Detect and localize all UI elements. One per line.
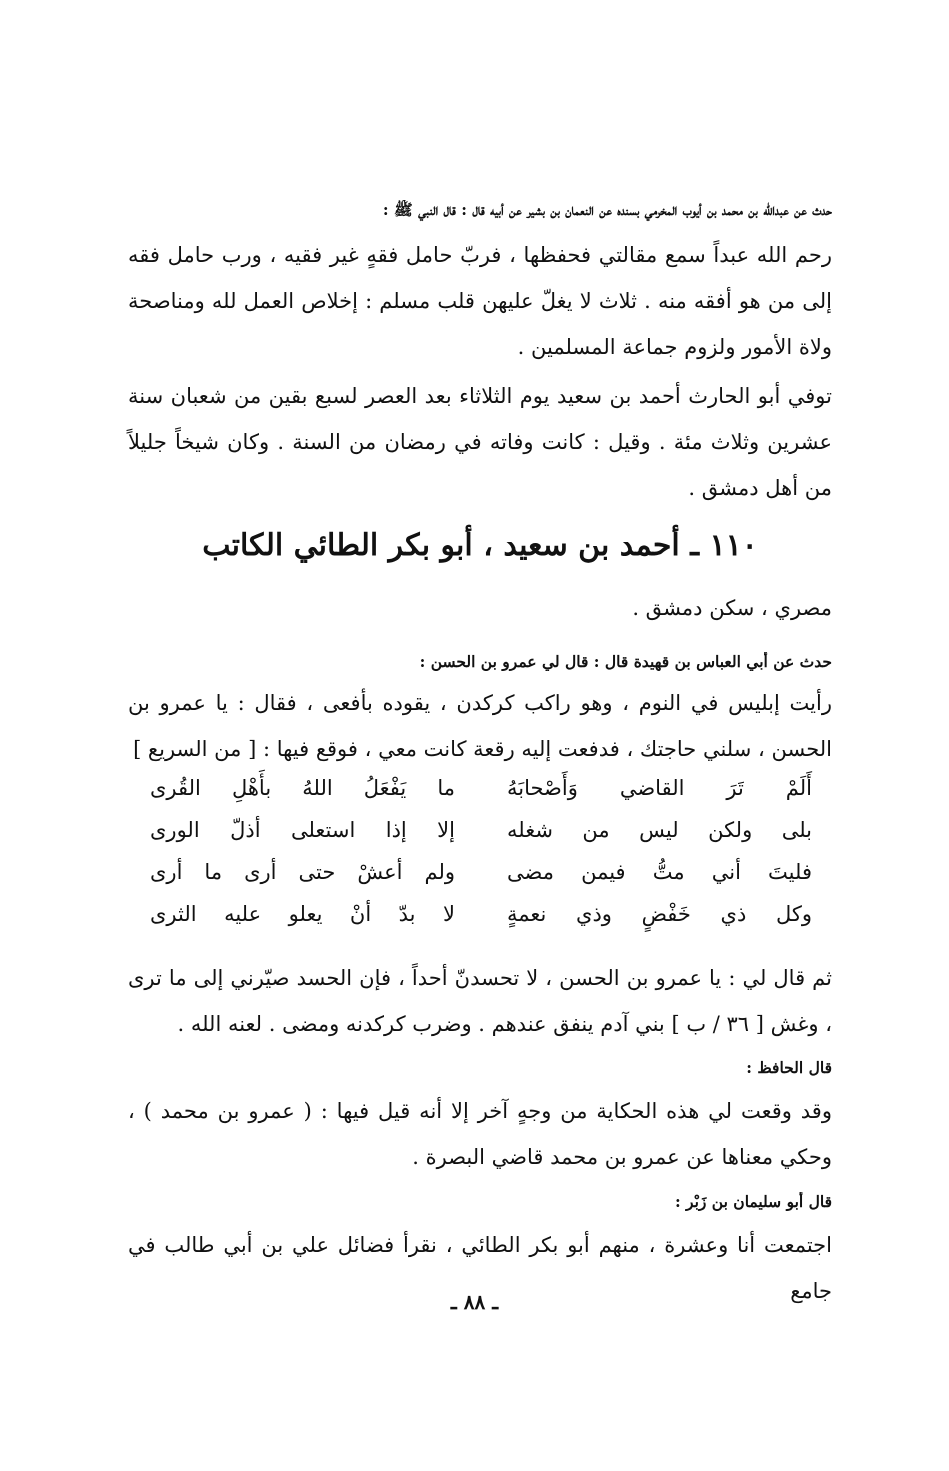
hadith-paragraph: رحم الله عبداً سمع مقالتي فحفظها ، فربّ حامل فقهٍ غير فقيه ، ورب حامل فقه إلى من هو أفقه منه . ثلاث لا يغلّ عليهن قلب مسلم : إخلاص العمل لله ومناصحة ولاة الأمور ولزوم جماعة المسلمين . xyxy=(128,243,832,359)
verse-4-second-hemistich: لا بدّ أنْ يعلو عليه الثرى xyxy=(150,902,455,926)
verse-3 xyxy=(150,860,812,900)
origin-line: مصري ، سكن دمشق . xyxy=(632,596,832,620)
hafiz-paragraph: وقد وقعت لي هذه الحكاية من وجهٍ آخر إلا أنه قيل فيها : ( عمرو بن محمد ) ، وحكي معناها عن عمرو بن محمد قاضي البصرة . xyxy=(128,1099,832,1169)
verse-3-second-hemistich: ولم أعشْ حتى أرى ما أرى xyxy=(150,860,455,884)
hafiz-label: قال الحافظ : xyxy=(746,1058,832,1077)
dream-paragraph: رأيت إبليس في النوم ، وهو راكب كركدن ، يقوده بأفعى ، فقال : يا عمرو بن الحسن ، سلني حاجتك ، فدفعت إليه رقعة كانت معي ، فوقع فيها : [ من السريع ] xyxy=(128,691,832,761)
after-verses-paragraph: ثم قال لي : يا عمرو بن الحسن ، لا تحسدنّ أحداً ، فإن الحسد صيّرني إلى ما ترى ، وغش [ ٣٦ / ب ] بني آدم ينفق عندهم . وضرب كركدنه ومضى . لعنه الله . xyxy=(128,966,832,1036)
sulaiman-label: قال أبو سليمان بن زَبْر : xyxy=(674,1192,832,1211)
verse-1-first-hemistich: أَلَمْ تَرَ القاضي وَأَصْحابَهُ xyxy=(507,776,812,800)
isnad-line-2: حدث عن أبي العباس بن قهيدة قال : قال لي عمرو بن الحسن : xyxy=(419,652,832,671)
verse-2 xyxy=(150,818,812,858)
verse-1 xyxy=(150,776,812,816)
verse-2-first-hemistich: بلى ولكن ليس من شغله xyxy=(507,818,812,842)
verse-1-second-hemistich: ما يَفْعَلُ اللهُ بأَهْلِ القُرى xyxy=(150,776,455,800)
death-note-paragraph: توفي أبو الحارث أحمد بن سعيد يوم الثلاثاء بعد العصر لسبع بقين من شعبان سنة عشرين وثلاث مئة . وقيل : كانت وفاته في رمضان من السنة . وكان شيخاً جليلاً من أهل دمشق . xyxy=(128,384,832,500)
verse-3-first-hemistich: فليتَ أني متُّ فيمن مضى xyxy=(507,860,812,884)
entry-heading: ١١٠ ـ أحمد بن سعيد ، أبو بكر الطائي الكاتب xyxy=(202,528,758,563)
sulaiman-paragraph: اجتمعت أنا وعشرة ، منهم أبو بكر الطائي ، نقرأ فضائل علي بن أبي طالب في جامع xyxy=(128,1233,832,1303)
verse-2-second-hemistich: إلا إذا استعلى أذلّ الورى xyxy=(150,818,455,842)
page-number: ـ ٨٨ ـ xyxy=(450,1290,499,1314)
isnad-line-1: حدث عن عبدالله بن محمد بن أيوب المخرمي بسنده عن النعمان بن بشير عن أبيه قال : قال النبي ﷺ : xyxy=(382,200,832,219)
verse-4 xyxy=(150,902,812,942)
verse-4-first-hemistich: وكل ذي خَفْضٍ وذي نعمةٍ xyxy=(507,902,812,926)
